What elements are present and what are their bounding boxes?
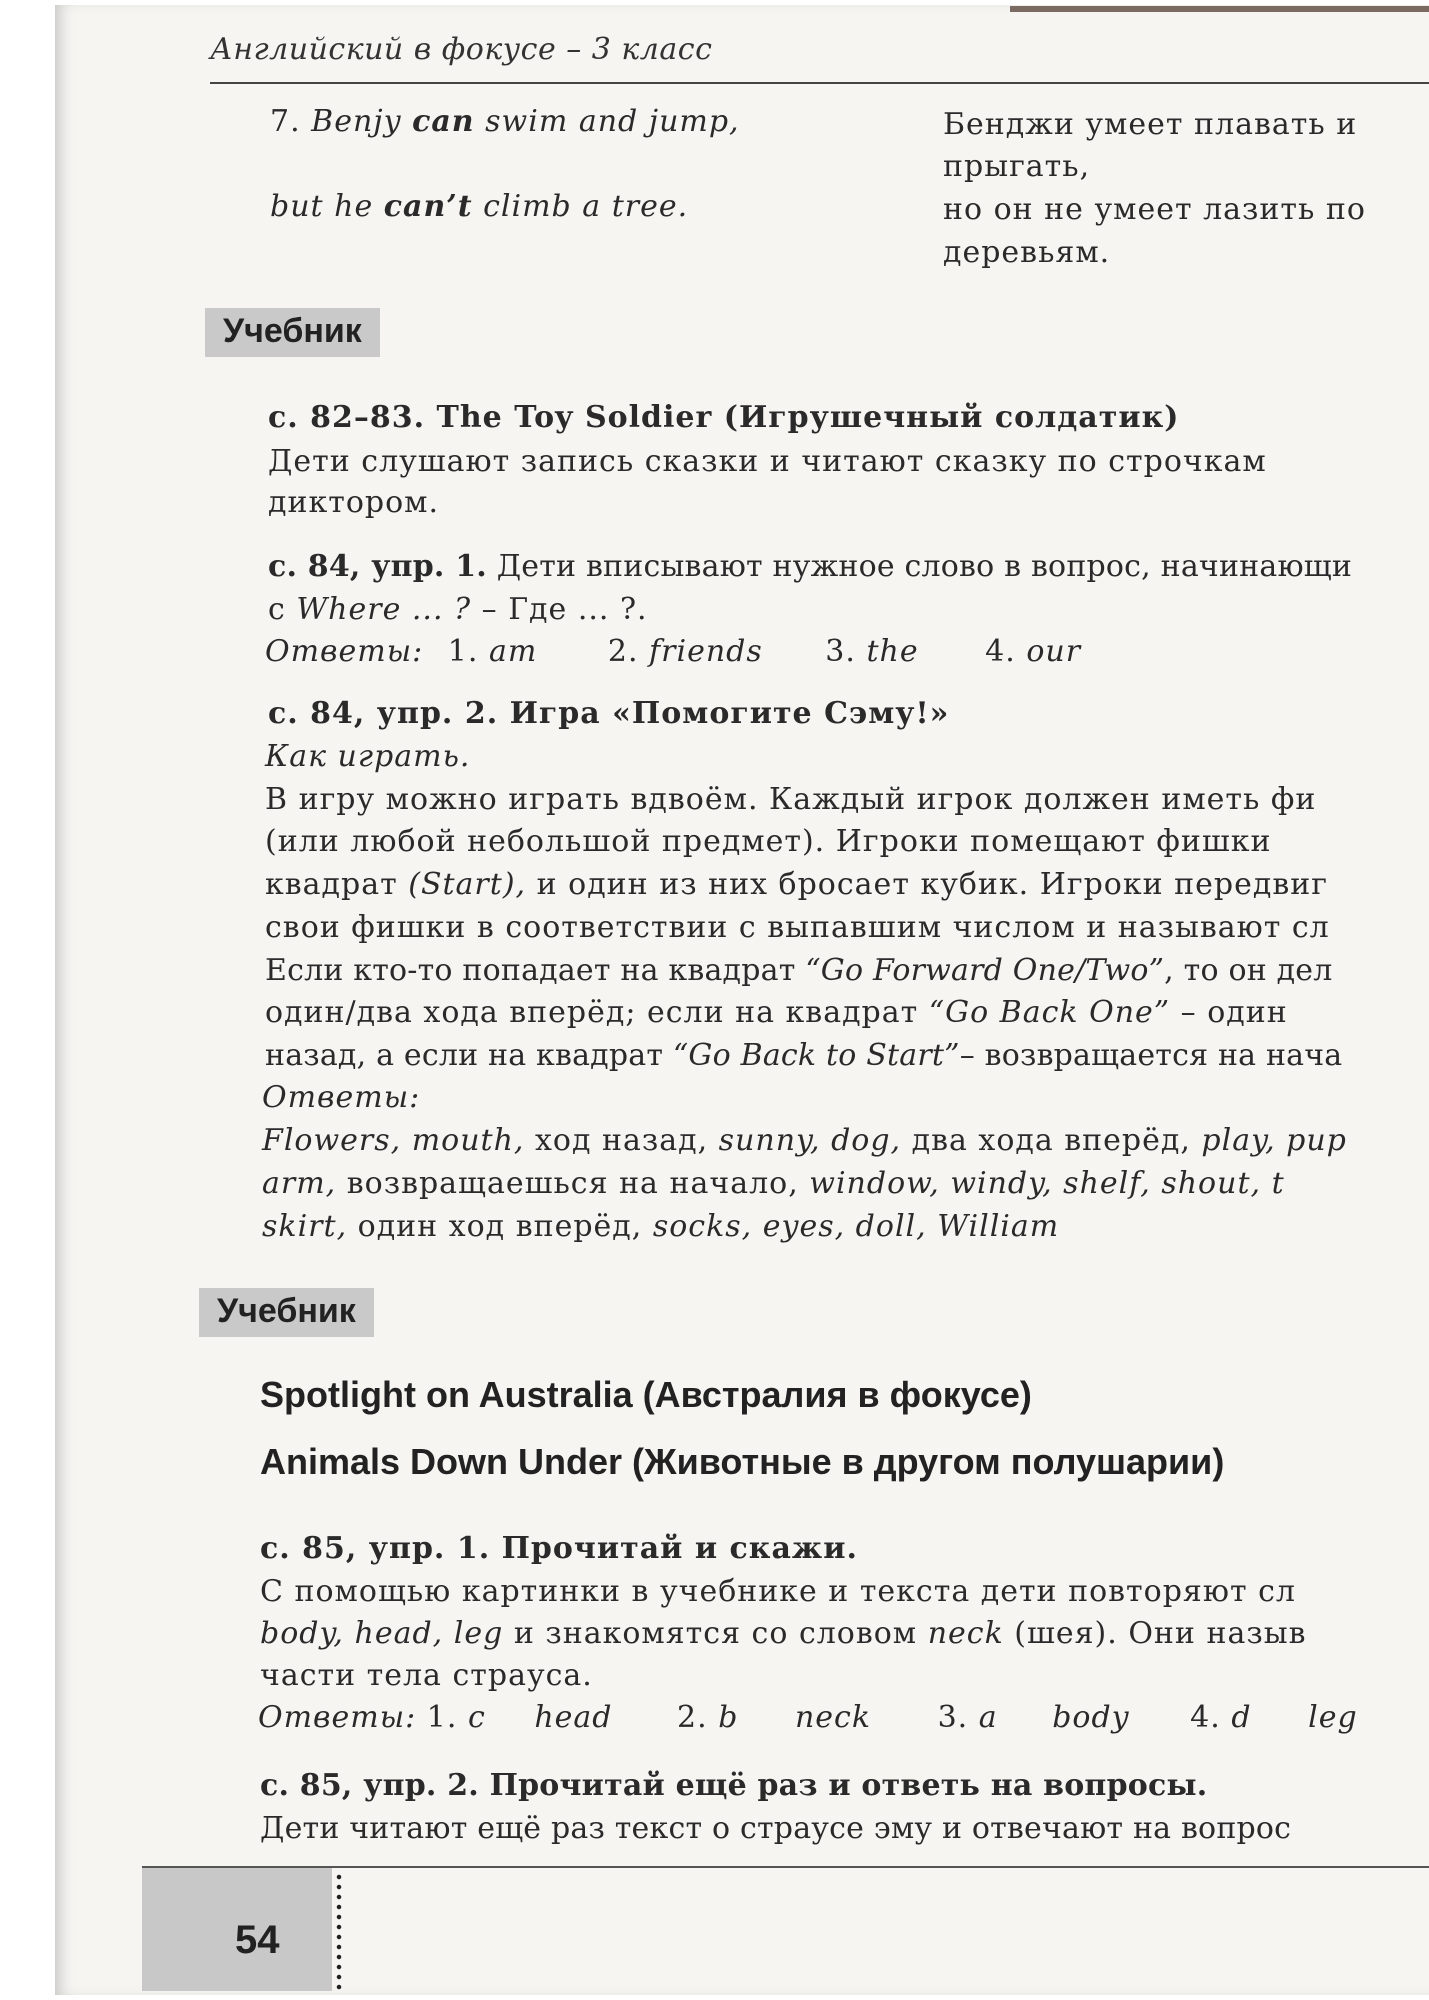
section-heading-animals: Animals Down Under (Животные в другом полушарии) (260, 1441, 1225, 1482)
exercise-84-1: с. 84, упр. 1. Дети вписывают нужное слово в вопрос, начинающи (268, 549, 1353, 584)
exercise-heading-help-sam: с. 84, упр. 2. Игра «Помогите Сэму!» (268, 696, 950, 731)
paragraph-line: Если кто-то попадает на квадрат “Go Forward One/Two”, то он дел (265, 953, 1333, 988)
answers-line: Flowers, mouth, ход назад, sunny, dog, два хода вперёд, play, pup (262, 1123, 1347, 1158)
paragraph-line: назад, а если на квадрат “Go Back to Start”– возвращается на нача (265, 1038, 1343, 1073)
intro-ru-line-4: деревьям. (943, 235, 1111, 270)
answers-label: Ответы: (262, 1080, 421, 1115)
footer-rule (142, 1866, 1429, 1868)
how-to-play: Как играть. (265, 739, 471, 774)
page-edge-shadow (1010, 6, 1429, 12)
paragraph-line: С помощью картинки в учебнике и текста дети повторяют сл (260, 1574, 1296, 1609)
paragraph-line: В игру можно играть вдвоём. Каждый игрок должен иметь фи (265, 782, 1317, 817)
exercise-heading-85-2: с. 85, упр. 2. Прочитай ещё раз и ответь на вопросы. (260, 1768, 1208, 1803)
intro-ru-line-1: Бенджи умеет плавать и (943, 107, 1358, 142)
intro-ru-line-2: прыгать, (943, 149, 1091, 184)
answers-line: Ответы: 1. c head 2. b neck 3. a body 4. d leg (258, 1700, 1358, 1735)
running-header: Английский в фокусе – 3 класс (210, 32, 713, 67)
paragraph-line: диктором. (268, 485, 440, 520)
paragraph-line: квадрат (Start), и один из них бросает кубик. Игроки передвиг (265, 867, 1328, 902)
answers-line: Ответы: 1. am 2. friends 3. the 4. our (265, 634, 1082, 669)
exercise-heading-85-1: с. 85, упр. 1. Прочитай и скажи. (260, 1531, 858, 1566)
dotted-separator (336, 1872, 342, 1990)
answers-line: skirt, один ход вперёд, socks, eyes, doll, William (262, 1209, 1060, 1244)
section-heading-australia: Spotlight on Australia (Австралия в фокусе) (260, 1374, 1032, 1415)
page-number: 54 (235, 1918, 280, 1962)
exercise-heading-toy-soldier: с. 82–83. The Toy Soldier (Игрушечный солдатик) (268, 400, 1180, 435)
paragraph-line: Дети слушают запись сказки и читают сказку по строчкам (268, 444, 1267, 479)
intro-en-line-1: 7. Benjy can swim and jump, (270, 104, 740, 139)
answers-line: arm, возвращаешься на начало, window, windy, shelf, shout, t (262, 1166, 1285, 1201)
paragraph-line: (или любой небольшой предмет). Игроки помещают фишки (265, 824, 1272, 859)
paragraph-line: Дети читают ещё раз текст о страусе эму и отвечают на вопрос (260, 1811, 1292, 1846)
paragraph-line: с Where ... ? – Где ... ?. (268, 592, 648, 627)
paragraph-line: свои фишки в соответствии с выпавшим числом и называют сл (265, 910, 1330, 945)
paragraph-line: части тела страуса. (260, 1658, 593, 1693)
intro-en-line-2: but he can’t climb a tree. (270, 189, 689, 224)
paragraph-line: один/два хода вперёд; если на квадрат “Go Back One” – один (265, 995, 1288, 1030)
section-badge-textbook: Учебник (199, 1288, 374, 1337)
header-rule (210, 82, 1429, 84)
intro-ru-line-3: но он не умеет лазить по (943, 192, 1366, 227)
paragraph-line: body, head, leg и знакомятся со словом neck (шея). Они назыв (260, 1616, 1307, 1651)
section-badge-textbook: Учебник (205, 308, 380, 357)
